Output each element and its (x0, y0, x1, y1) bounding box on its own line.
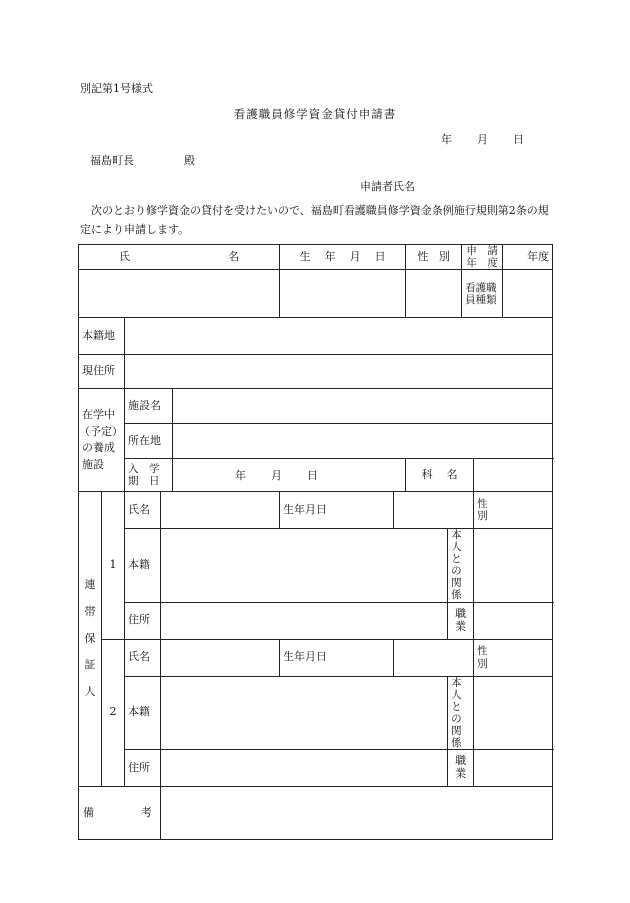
application-table (78, 244, 553, 840)
nurse-type-line1: 看護職 (465, 281, 497, 294)
guarantor-label (79, 492, 102, 787)
guarantor-2-sex-line1: 性 (477, 645, 488, 658)
nurse-type-line2: 員種類 (465, 293, 497, 306)
guarantor-1-address-field[interactable] (161, 602, 448, 639)
guarantor-2-birthdate-field[interactable] (394, 639, 474, 676)
name-header-char1: 氏 (119, 249, 130, 263)
enroll-day-label: 日 (307, 469, 318, 483)
guarantor-1-relation-label (448, 529, 474, 602)
sex-header (406, 245, 462, 270)
remarks-char1: 備 (83, 805, 94, 819)
intro-paragraph: 次のとおり修学資金の貸付を受けたいので、福島町看護職員修学資金条例施行規則第2条の規定により申請します。 (80, 204, 549, 236)
year-unit: 年度 (527, 249, 550, 263)
guarantor-1-birthdate-label: 生年月日 (280, 492, 394, 529)
remarks-field[interactable] (161, 786, 553, 839)
guarantor-1-relation-field[interactable] (474, 529, 553, 602)
guarantor-1-relation-line1: 本人と (451, 529, 462, 566)
guarantor-2-relation-line2: の関係 (451, 712, 462, 749)
domicile-label: 本籍地 (79, 318, 125, 355)
sex-char1: 性 (417, 249, 429, 263)
apply-year-label (462, 245, 503, 270)
birthdate-header (280, 245, 406, 270)
birthdate-char3: 月 (349, 249, 361, 263)
guarantor-2-birthdate-label: 生年月日 (280, 639, 394, 676)
guarantor-2-relation-line1: 本人と (451, 676, 462, 713)
apply-year-field[interactable] (503, 245, 553, 270)
department-char2: 名 (446, 467, 458, 481)
guarantor-2-sex-line2: 別 (477, 657, 488, 670)
guarantor-2-name-field[interactable] (161, 639, 280, 676)
department-label (406, 459, 474, 492)
school-group-label (79, 389, 125, 492)
guarantor-2-occupation-label: 職業 (448, 749, 474, 786)
apply-year-line1: 申 請 (466, 245, 498, 257)
guarantor-1-name-label: 氏名 (125, 492, 161, 529)
apply-year-line2: 年 度 (466, 257, 498, 270)
guarantor-2-relation-label (448, 676, 474, 749)
birthdate-char1: 生 (299, 249, 311, 263)
applicant-name-label: 申請者氏名 (360, 180, 415, 193)
guarantor-2-relation-field[interactable] (474, 676, 553, 749)
enroll-date-field[interactable] (173, 459, 406, 492)
guarantor-2-domicile-label: 本籍 (125, 676, 161, 749)
birthdate-char4: 日 (374, 249, 386, 263)
guarantor-1-occupation-field[interactable] (474, 602, 553, 639)
sex-char2: 別 (438, 249, 450, 263)
enroll-date-line1: 入 学 (128, 463, 160, 476)
enroll-date-label (125, 459, 173, 492)
guarantor-char4: 証 (84, 658, 96, 672)
guarantor-2-sex-label (474, 639, 553, 676)
nurse-type-field[interactable] (503, 270, 553, 318)
birthdate-field[interactable] (280, 270, 406, 318)
guarantor-1-sex-label (474, 492, 553, 529)
remarks-char2: 考 (141, 805, 152, 819)
enroll-year-label: 年 (235, 469, 246, 483)
guarantor-2-number: 2 (102, 639, 125, 786)
guarantor-1-domicile-label: 本籍 (125, 529, 161, 602)
department-char1: 科 (421, 467, 433, 481)
honorific: 殿 (184, 154, 195, 167)
location-label: 所在地 (125, 424, 173, 459)
school-label-line4: 施設 (82, 457, 104, 471)
department-field[interactable] (474, 459, 553, 492)
location-field[interactable] (173, 424, 553, 459)
date-year-label: 年 (441, 133, 452, 146)
domicile-field[interactable] (125, 318, 553, 355)
guarantor-2-address-label: 住所 (125, 749, 161, 786)
guarantor-1-birthdate-field[interactable] (394, 492, 474, 529)
facility-name-label: 施設名 (125, 389, 173, 424)
guarantor-1-sex-line1: 性 (477, 498, 488, 511)
school-label-line3: の養成 (82, 441, 115, 455)
guarantor-1-relation-line2: の関係 (451, 565, 462, 602)
guarantor-2-occupation-field[interactable] (474, 749, 553, 786)
birthdate-char2: 年 (324, 249, 336, 263)
remarks-label (79, 786, 161, 839)
guarantor-char3: 保 (84, 631, 96, 645)
guarantor-char5: 人 (84, 685, 96, 699)
guarantor-2-name-label: 氏名 (125, 639, 161, 676)
guarantor-char2: 帯 (84, 604, 96, 618)
enroll-date-line2: 期 日 (128, 475, 160, 488)
address-field[interactable] (125, 355, 553, 389)
name-header-char2: 名 (228, 249, 240, 263)
name-header (79, 245, 280, 270)
school-label-line2: （予定） (79, 424, 123, 438)
guarantor-1-occupation-label: 職業 (448, 602, 474, 639)
guarantor-1-name-field[interactable] (161, 492, 280, 529)
guarantor-2-address-field[interactable] (161, 749, 448, 786)
guarantor-1-domicile-field[interactable] (161, 529, 448, 602)
school-label-line1: 在学中 (82, 408, 115, 422)
guarantor-1-number: 1 (102, 492, 125, 639)
guarantor-2-domicile-field[interactable] (161, 676, 448, 749)
name-field[interactable] (79, 270, 280, 318)
address-label: 現住所 (79, 355, 125, 389)
guarantor-1-address-label: 住所 (125, 602, 161, 639)
guarantor-1-sex-line2: 別 (477, 510, 488, 523)
date-month-label: 月 (477, 133, 488, 146)
facility-name-field[interactable] (173, 389, 553, 424)
sex-field[interactable] (406, 270, 462, 318)
date-day-label: 日 (513, 133, 524, 146)
document-title: 看護職員修学資金貸付申請書 (233, 107, 397, 121)
recipient: 福島町長 (90, 154, 134, 167)
nurse-type-label (462, 270, 503, 318)
form-number-label: 別記第1号様式 (80, 82, 153, 95)
enroll-month-label: 月 (271, 469, 282, 483)
guarantor-char1: 連 (84, 577, 96, 591)
